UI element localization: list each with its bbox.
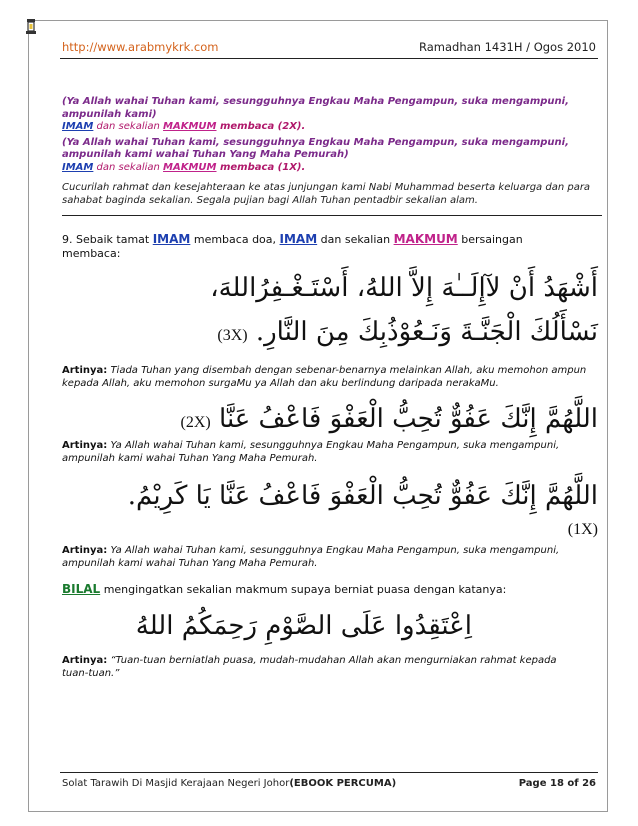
- bilal-line: [62, 582, 602, 597]
- artinya-2-label: Artinya:: [62, 440, 108, 451]
- block1-makmum: MAKMUM: [163, 121, 217, 132]
- arabic-line-4: اللَّهُمَّ إِنَّكَ عَفُوٌّ تُحِبُّ الْعَفْوَ فَاعْفُ عَنَّا يَا كَرِيْمُ.: [127, 481, 598, 511]
- artinya-1-label: Artinya:: [62, 365, 108, 376]
- arabic-line-2: [62, 315, 602, 353]
- block1-mid: dan sekalian: [93, 121, 164, 132]
- section9-intro: [62, 232, 542, 261]
- arabic-line-2-count: (3X): [217, 327, 248, 344]
- artinya-2-text: Ya Allah wahai Tuhan kami, sesungguhnya Engkau Maha Pengampun, suka mengampuni, ampunilah kami wahai Tuhan Yang Maha Pemurah.: [62, 440, 560, 464]
- block2-text: (Ya Allah wahai Tuhan kami, sesungguhnya Engkau Maha Pengampun, suka mengampuni, ampunilah kami wahai Tuhan Yang Maha Pemurah): [62, 136, 569, 160]
- arabic-line-3-text: اللَّهُمَّ إِنَّكَ عَفُوٌّ تُحِبُّ الْعَفْوَ فَاعْفُ عَنَّا: [219, 404, 598, 434]
- footer-title-text: Solat Tarawih Di Masjid Kerajaan Negeri Johor: [62, 778, 290, 789]
- footer-page-number: Page 18 of 26: [518, 778, 596, 789]
- artinya-1-text: Tiada Tuhan yang disembah dengan sebenar-benarnya melainkan Allah, aku memohon ampun kepada Allah, aku memohon surgaMu ya Allah dan aku berlindung daripada nerakaMu.: [62, 365, 587, 389]
- section9-mid1: membaca doa,: [190, 233, 280, 246]
- page-content: [62, 96, 602, 680]
- arabic-line-3-count: (2X): [180, 414, 211, 431]
- artinya-3-text: Ya Allah wahai Tuhan kami, sesungguhnya Engkau Maha Pengampun, suka mengampuni, ampunilah kami wahai Tuhan Yang Maha Pemurah.: [62, 545, 560, 569]
- lamp-icon: [25, 18, 37, 36]
- header-date: Ramadhan 1431H / Ogos 2010: [418, 40, 596, 54]
- header-divider: [60, 58, 598, 59]
- section9-suffix: bersaingan membaca:: [62, 233, 523, 260]
- block2-prayer: [62, 137, 602, 175]
- arabic-line-3: [62, 402, 602, 440]
- section9-mid2: dan sekalian: [317, 233, 394, 246]
- arabic-line-4-count: (1X): [567, 521, 598, 538]
- block1-end: membaca (2X).: [216, 121, 306, 132]
- artinya-4-text: “Tuan-tuan berniatlah puasa, mudah-mudahan Allah akan mengurniakan rahmat kepada tuan-tuan.”: [62, 655, 557, 679]
- block2-end: membaca (1X).: [216, 161, 306, 173]
- artinya-4-label: Artinya:: [62, 655, 108, 666]
- artinya-1: [62, 365, 602, 390]
- block2-imam: IMAM: [62, 161, 94, 173]
- block1-text: (Ya Allah wahai Tuhan kami, sesungguhnya Engkau Maha Pengampun, suka mengampuni, ampunilah kami): [62, 96, 569, 120]
- section9-imam-2: IMAM: [279, 232, 318, 246]
- header-url[interactable]: http://www.arabmykrk.com: [62, 40, 219, 54]
- section9-imam-1: IMAM: [152, 232, 191, 246]
- bilal-label: BILAL: [62, 582, 101, 596]
- section9-makmum: MAKMUM: [393, 232, 458, 246]
- block1-imam: IMAM: [62, 121, 94, 132]
- artinya-3-label: Artinya:: [62, 545, 108, 556]
- block1-prayer: [62, 96, 602, 134]
- artinya-3: [62, 545, 602, 570]
- block2-makmum: MAKMUM: [163, 161, 217, 173]
- block2-mid: dan sekalian: [93, 161, 164, 173]
- footer-divider: [60, 772, 598, 773]
- arabic-line-5: اِعْتَقِدُوا عَلَى الصَّوْمِ رَحِمَكُمُ اللهُ: [135, 611, 472, 641]
- footer-title: [62, 778, 396, 789]
- artinya-4: [62, 655, 562, 680]
- bilal-text: mengingatkan sekalian makmum supaya berniat puasa dengan katanya:: [100, 583, 507, 596]
- artinya-2: [62, 440, 602, 465]
- cucurilah-text: Cucurilah rahmat dan kesejahteraan ke atas junjungan kami Nabi Muhammad beserta keluarga dan para sahabat baginda sekalian. Segala pujian bagi Allah Tuhan pentadbir sekalian alam.: [62, 182, 591, 206]
- footer-title-bold: (EBOOK PERCUMA): [289, 778, 397, 789]
- section9-prefix: 9. Sebaik tamat: [62, 233, 153, 246]
- arabic-line-1: أَشْهَدُ أَنْ لآإِلَــٰهَ إِلاَّ اللهُ، أَسْتَـغْـفِرُاللهَ،: [210, 273, 598, 303]
- section-divider: [62, 215, 602, 216]
- arabic-line-2-text: نَسْأَلُكَ الْجَنَّـةَ وَنَـعُوْذُبِكَ مِنَ النَّارِ.: [255, 317, 598, 347]
